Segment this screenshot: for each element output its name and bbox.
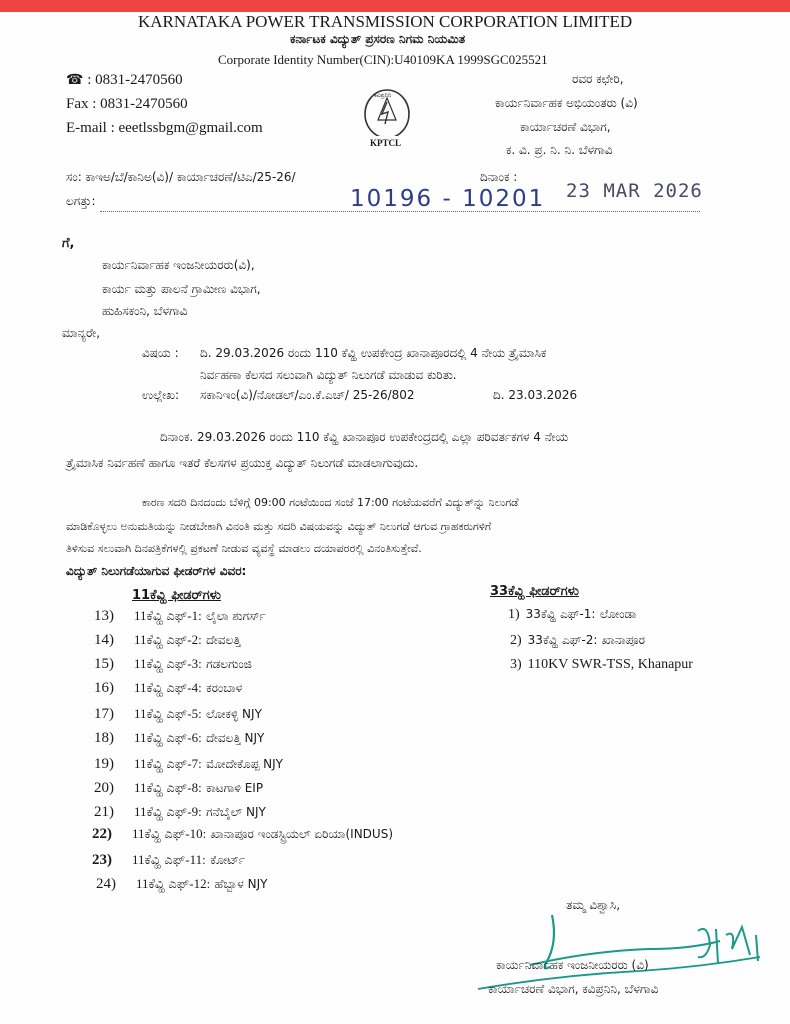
feeders-heading: ವಿದ್ಯುತ್ ನಿಲುಗಡೆಯಾಗುವ ಫೀಡರ್‌ಗಳ ವಿವರ: [66, 564, 247, 578]
feeder-name: ಹೆಬ್ಬಾಳ NJY [214, 877, 268, 891]
feeder-number: 1) [508, 607, 520, 622]
fax-line: Fax : 0831-2470560 [66, 96, 188, 112]
logo-text: KPTCL [370, 138, 402, 148]
handwritten-dispatch-number: 10196 - 10201 [350, 186, 546, 212]
feeder-number: 16) [94, 680, 114, 696]
feeder-number: 19) [94, 756, 114, 772]
reference-label: ಉಲ್ಲೇಖ: [142, 388, 180, 402]
feeder-code: 33ಕೆವ್ಹಿ ಎಫ್-2: [527, 633, 598, 647]
feeder-number: 24) [96, 876, 116, 892]
feeder-number: 18) [94, 730, 114, 746]
feeder-code: 11ಕೆವ್ಹಿ ಎಫ್-7: [134, 756, 202, 771]
feeder-code: 11ಕೆವ್ಹಿ ಎಫ್-2: [134, 632, 202, 647]
feeder-11kv-item [94, 706, 262, 723]
feeder-number: 17) [94, 706, 114, 722]
reference-text: ಸಕಾನಿಇಂ(ವಿ)/ನೋಡಲ್/ಎಂ.ಕೆ.ಎಚ್/ 25-26/802 [200, 388, 415, 402]
feeder-code: 11ಕೆವ್ಹಿ ಎಫ್-4: [134, 680, 202, 695]
email-line: E-mail : eeetlssbgm@gmail.com [66, 120, 263, 136]
kptcl-logo [358, 84, 416, 154]
feeder-number: 3) [510, 657, 522, 672]
org-name: KARNATAKA POWER TRANSMISSION CORPORATION LIMITED [138, 12, 633, 31]
feeder-11kv-item [94, 780, 263, 797]
feeder-name: ಕರಂಬಾಳ [206, 681, 243, 695]
feeder-number: 14) [94, 632, 114, 648]
addressee-line-1: ಕಾರ್ಯನಿರ್ವಾಹಕ ಇಂಜನೀಯರರು(ವಿ), [102, 258, 255, 272]
feeder-11kv-item [94, 656, 252, 673]
enclosure-label: ಲಗತ್ತು: [66, 194, 96, 208]
date-label: ದಿನಾಂಕ : [480, 170, 518, 184]
phone-number: : 0831-2470560 [87, 72, 183, 88]
addressee-line-3: ಹುಹಿಸಕಂನಿ, ಬೆಳಗಾವಿ [102, 304, 188, 318]
feeder-name: ಲೋಕಳ್ಳಿ NJY [206, 707, 262, 721]
subject-line-2: ನಿರ್ವಹಣಾ ಕೆಲಸದ ಸಲುವಾಗಿ ವಿದ್ಯುತ್ ನಿಲುಗಡೆ ಮಾಡುವ ಕುರಿತು. [200, 368, 457, 382]
feeder-name: ಖಾನಾಪೂರ ಇಂಡಸ್ಟ್ರಿಯಲ್ ಏರಿಯಾ(INDUS) [210, 827, 394, 841]
feeder-11kv-item [94, 632, 241, 649]
office-line-3: ಕಾರ್ಯಾಚರಣೆ ವಿಭಾಗ, [520, 120, 611, 134]
feeder-number: 15) [94, 656, 114, 672]
cin-number: Corporate Identity Number(CIN):U40109KA 1999SGC025521 [218, 52, 548, 67]
office-line-1: ರವರ ಕಛೇರಿ, [572, 72, 624, 86]
closing: ತಮ್ಮ ವಿಶ್ವಾಸಿ, [566, 898, 621, 912]
feeder-code: 11ಕೆವ್ಹಿ ಎಫ್-8: [134, 780, 202, 795]
signatory-office: ಕಾರ್ಯಾಚರಣೆ ವಿಭಾಗ, ಕವಿಪ್ರನಿನಿ, ಬೆಳಗಾವಿ [488, 982, 659, 996]
org-name-kannada: ಕರ್ನಾಟಕ ವಿದ್ಯುತ್ ಪ್ರಸರಣ ನಿಗಮ ನಿಯಮಿತ [290, 32, 466, 46]
feeder-11kv-item [94, 730, 264, 747]
feeders-11kv-heading: 11ಕೆವ್ಹಿ ಫೀಡರ್‌ಗಳು [132, 588, 221, 603]
feeder-number: 21) [94, 804, 114, 820]
feeder-name: ದೇವಲತ್ತಿ [206, 633, 241, 647]
feeder-name: ಕೋರ್ಟ್ [210, 853, 246, 867]
phone-icon: ☎ [66, 73, 84, 88]
feeder-33kv-item [510, 656, 693, 673]
feeder-code: 110KV SWR-TSS, Khanapur [527, 657, 693, 672]
feeder-code: 11ಕೆವ್ಹಿ ಎಫ್-5: [134, 706, 202, 721]
feeder-name: ಖಾನಾಪೂರ [601, 633, 645, 647]
feeder-number: 20) [94, 780, 114, 796]
feeder-11kv-item [92, 826, 393, 843]
feeder-code: 11ಕೆವ್ಹಿ ಎಫ್-12: [136, 876, 211, 891]
para1-line-2: ತ್ರೈಮಾಸಿಕ ನಿರ್ವಹಣೆ ಹಾಗೂ ಇತರೆ ಕೆಲಸಗಳ ಪ್ರಯುಕ್ತ ವಿದ್ಯುತ್ ನಿಲುಗಡೆ ಮಾಡಲಾಗುವುದು. [66, 456, 419, 470]
feeder-number: 23) [92, 852, 112, 868]
feeder-name: ಗಡಲಗುಂಜಿ [206, 657, 252, 671]
feeder-name: ಲೈಲಾ ಶುಗರ್ಸ್ [206, 609, 266, 623]
feeder-11kv-item [94, 680, 242, 697]
greeting: ಮಾನ್ಯರೇ, [62, 326, 101, 340]
feeder-name: ಕಾಟಗಾಳಿ EIP [206, 781, 264, 795]
feeder-code: 11ಕೆವ್ಹಿ ಎಫ್-3: [134, 656, 202, 671]
date-stamp: 23 MAR 2026 [566, 180, 703, 202]
feeder-33kv-item [508, 606, 636, 623]
feeder-11kv-item [92, 852, 245, 869]
office-line-4: ಕ. ವಿ. ಪ್ರ. ನಿ. ನಿ. ಬೆಳಗಾವಿ [506, 143, 613, 157]
feeder-name: ಗನೆಬೈಲ್ NJY [206, 805, 266, 819]
feeder-number: 2) [510, 633, 522, 648]
feeder-11kv-item [94, 804, 266, 821]
feeder-number: 13) [94, 608, 114, 624]
ref-number: ಸಂ: ಕಾಇಅ/ಬೆ/ಕಾನಿಅ(ವಿ)/ ಕಾರ್ಯಾಚರಣೆ/ಟಿಎ/25-26/ [66, 170, 296, 184]
phone-line [66, 72, 183, 89]
feeder-code: 11ಕೆವ್ಹಿ ಎಫ್-6: [134, 730, 202, 745]
feeder-11kv-item [96, 876, 267, 893]
feeder-code: 33ಕೆವ್ಹಿ ಎಫ್-1: [525, 607, 596, 621]
top-red-bar [0, 0, 790, 12]
para1-line-1: ದಿನಾಂಕ. 29.03.2026 ರಂದು 110 ಕೆವ್ಹಿ ಖಾನಾಪೂರ ಉಪಕೇಂದ್ರದಲ್ಲಿ ಎಲ್ಲಾ ಪರಿವರ್ತಕಗಳ 4 ನೇಯ [160, 430, 569, 444]
subject-label: ವಿಷಯ : [142, 346, 179, 360]
reference-date: ದಿ. 23.03.2026 [493, 388, 578, 402]
feeder-11kv-item [94, 608, 266, 625]
signatory-designation: ಕಾರ್ಯನಿರ್ವಾಹಕ ಇಂಜನೀಯರರು (ವಿ) [496, 958, 649, 972]
feeder-number: 22) [92, 826, 112, 842]
feeder-code: 11ಕೆವ್ಹಿ ಎಫ್-1: [134, 608, 202, 623]
office-line-2: ಕಾರ್ಯನಿರ್ವಾಹಕ ಅಭಿಯಂತರು (ವಿ) [495, 96, 638, 110]
feeder-name: ಲೋಂಡಾ [599, 607, 637, 621]
para2-line-3: ತಿಳಿಸುವ ಸಲುವಾಗಿ ದಿನಪತ್ರಿಕೆಗಳಲ್ಲಿ ಪ್ರಕಟಣೆ ನೀಡುವ ವ್ಯವಸ್ಥೆ ಮಾಡಲು ದಯಾಪರರಲ್ಲಿ ವಿನಂತಿಸುತ್ತೇವೆ. [66, 542, 422, 555]
feeder-code: 11ಕೆವ್ಹಿ ಎಫ್-10: [132, 826, 207, 841]
logo-kannada-text: ಕವಿಪ್ರನಿನಿ [374, 92, 392, 99]
para2-line-1: ಕಾರಣ ಸದರಿ ದಿನದಂದು ಬೆಳಿಗ್ಗೆ 09:00 ಗಂಟೆಯಿಂದ ಸಂಜೆ 17:00 ಗಂಟೆಯವರೆಗೆ ವಿದ್ಯುತ್‌ನ್ನು ನಿಲುಗಡೆ [142, 496, 519, 509]
addressee-salutation: ಗೆ, [62, 236, 75, 251]
para2-line-2: ಮಾಡಿಕೊಳ್ಳಲು ಅನುಮತಿಯನ್ನು ನೀಡಬೇಕಾಗಿ ವಿನಂತಿ ಮತ್ತು ಸದರಿ ವಿಷಯವನ್ನು ವಿದ್ಯುತ್ ನಿಲುಗಡೆ ಆಗುವ ಗ್ರಾಹಕರುಗಳಿಗೆ [66, 520, 492, 533]
feeders-33kv-heading: 33ಕೆವ್ಹಿ ಫೀಡರ್‌ಗಳು [490, 584, 579, 599]
feeder-11kv-item [94, 756, 283, 773]
addressee-line-2: ಕಾರ್ಯ ಮತ್ತು ಪಾಲನೆ ಗ್ರಾಮೀಣ ವಿಭಾಗ, [102, 282, 261, 296]
feeder-name: ದೇವಲತ್ತಿ NJY [206, 731, 265, 745]
feeder-33kv-item [510, 632, 645, 649]
feeder-code: 11ಕೆವ್ಹಿ ಎಫ್-9: [134, 804, 202, 819]
feeder-name: ಮೋದೇಕೊಪ್ಪ NJY [206, 757, 283, 771]
subject-line-1: ದಿ. 29.03.2026 ರಂದು 110 ಕೆವ್ಹಿ ಉಪಕೇಂದ್ರ ಖಾನಾಪೂರದಲ್ಲಿ 4 ನೇಯ ತ್ರೈಮಾಸಿಕ [200, 346, 547, 360]
feeder-code: 11ಕೆವ್ಹಿ ಎಫ್-11: [132, 852, 206, 867]
